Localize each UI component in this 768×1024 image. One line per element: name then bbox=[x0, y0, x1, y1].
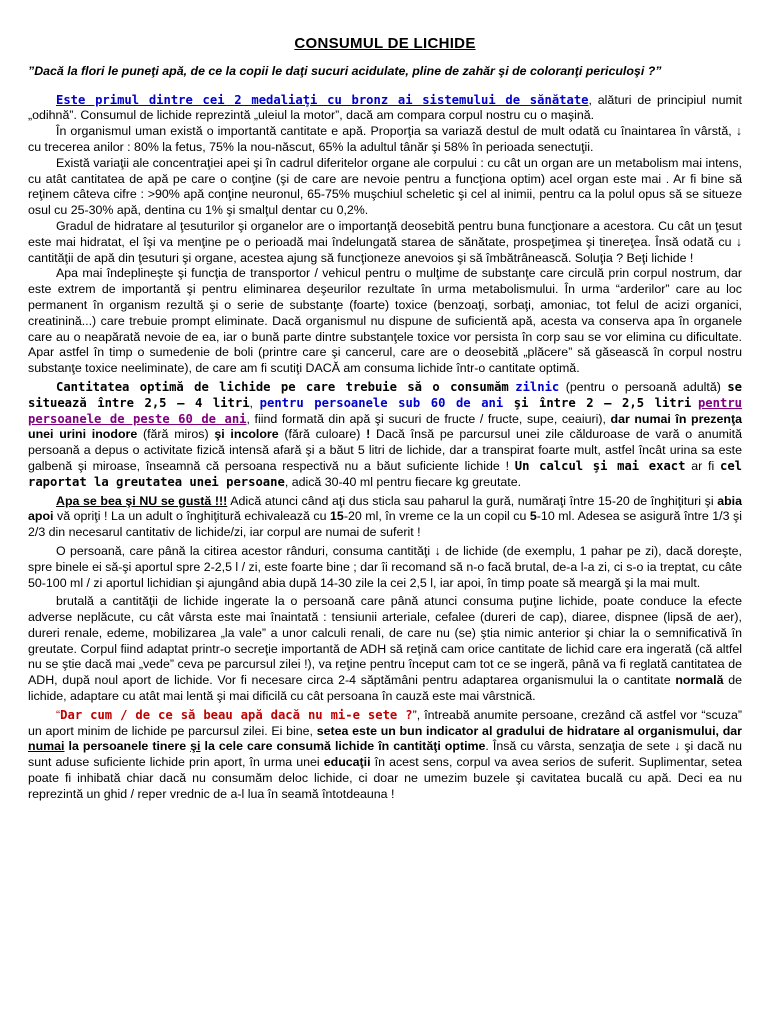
daily-keyword: zilnic bbox=[515, 379, 560, 394]
per-kg-note: , adică 30-40 ml pentru fiecare kg greutate. bbox=[284, 474, 522, 489]
and-keyword: şi bbox=[190, 739, 201, 754]
paragraph-3: Există variaţii ale concentraţiei apei şi în cadrul diferitelor organe ale corpului : cu cât un organ are un metabolism mai intens, cu atât cantitatea de apă pe care o conţine (şi de care are nevoie pentru a funcţiona optim) acel organ este mai . Ar fi bine să reţinem câteva cifre : >90% apă conţine neuronul, 65-75% muşchiul scheletic şi cel al inimii, pentru ca la polul opus să se situeze osul cu 25-30% apă, dentina cu 1% şi smalţul dentar cu 0,2%. bbox=[28, 155, 742, 218]
paragraph-6 bbox=[28, 380, 742, 491]
over-60-label: pentru persoanele de peste 60 de ani bbox=[28, 395, 742, 426]
exclamation: ! bbox=[366, 427, 371, 442]
page-title: CONSUMUL DE LICHIDE bbox=[294, 35, 476, 52]
under-60-label: pentru persoanele sub 60 de ani bbox=[259, 395, 504, 410]
range-2-5-4-litres: se situează între 2,5 – 4 litri bbox=[28, 379, 742, 410]
comma: , bbox=[249, 395, 260, 410]
education-keyword: educaţii bbox=[323, 755, 371, 770]
open-quote: “ bbox=[56, 707, 61, 722]
paragraph-7 bbox=[28, 494, 742, 541]
age-thirst-text: . Însă cu vârsta, senzaţia de sete ↓ şi dacă nu sunt aduse suficiente lichide prin aport, în urma unei bbox=[28, 739, 742, 770]
optimal-consumers: la cele care consumă lichide în cantităţi optime bbox=[200, 739, 486, 754]
bronze-medal-lead: Este primul dintre cei 2 medaliaţi cu bronz ai sistemului de sănătate bbox=[56, 92, 589, 107]
adult-gulp-ml: 15 bbox=[330, 509, 344, 524]
paragraph-5: Apa mai îndeplineşte şi funcţia de transportor / vehicul pentru o mulţime de substanţe care circulă prin corpul nostrum, dar este extrem de importantă şi pentru eliminarea deşeurilor rezultate în urma metabolismului. În urma “arderilor” care au loc permanent în organism rezultă şi o serie de substanţe (foarte) toxice (benzoaţi, sorbaţi, amoniac, tot felul de acizi organici, creatinină...) care trebuie prompt eliminate. Dacă organismul nu dispune de suficientă apă, acesta va conserva apa în organele care au o neapărată nevoie de ea, iar o bună parte dintre substanţele toxice vor persista în corp sau se vor elimina cu dificultate. Apar astfel în timp o sumedenie de boli (printre care şi cancerul, care are o deosebită „plăcere” să găsească în corpul nostru substanţe toxice neeliminate), de care am fi scutiţi DACĂ am consuma lichide într-o cantitate optimă. bbox=[28, 266, 742, 376]
colorless-note: (fără culoare) bbox=[278, 427, 367, 442]
would-be: ar fi bbox=[685, 458, 720, 473]
summer-example: Dacă însă pe parcursul unei zile călduroase de vară o anumită persoană a depus o activitate fizică intensă afară şi a băut 5 litri de lichide, dar a transpirat foarte mult, astfel încât urina sa este galbenă şi miroase, înseamnă că persoana respectivă nu a băut suficiente lichide ! bbox=[28, 427, 742, 473]
paragraph-9-text: brutală a cantităţii de lichide ingerate la o persoană care până atunci consuma puţine lichide, poate conduce la efecte adverse neplăcute, cu cât vârsta este mai înaintată : tensiunii arteriale, cefalee (dureri de cap), diaree, dispnee (lipsă de aer), dureri renale, edeme, mobilizarea „la vale” a unor calculi renali, de care nu (se) ştia nimic anterior şi chiar la o semnificativă în greutate. Corpul fiind adaptat printr-o secreţie importantă de ADH să reţină cam orice cantitate de lichid care era ingerată (că altfel nu se ştie dacă mai „vede” ceva pe parcursul zilei !), va reţine pentru început cam tot ce se ingeră, până va fi reglată cantitatea de ADH, după noul aport de lichide. Vor fi necesare circa 2-4 săptămâni pentru adaptarea organismului la o cantitate bbox=[28, 594, 742, 688]
paragraph-4: Gradul de hidratare al ţesuturilor şi organelor are o importanţă deosebită pentru buna funcţionare a acestora. Cu cât un ţesut este mai hidratat, el îşi va menţine pe o perioadă mai îndelungată starea de sănătate, prospeţimea şi tinereţea. Însă odată cu ↓ cantităţii de apă din ţesuturi şi organe, acestea ajung să funcţioneze anevoios şi să îmbătrânească. Soluţia ? Beţi lichide ! bbox=[28, 218, 742, 265]
composition-note: , fiind formată din apă şi sucuri de fructe / fructe, supe, ceaiuri), bbox=[246, 411, 611, 426]
normal-keyword: normală bbox=[675, 673, 724, 688]
only-then: abia apoi bbox=[28, 493, 742, 524]
gulps-text: Adică atunci când aţi dus sticla sau paharul la gură, număraţi între 15-20 de înghiţituri şi bbox=[227, 493, 718, 508]
odorless-note: (fără miros) bbox=[137, 427, 215, 442]
drink-not-taste-heading: Apa se bea şi NU se gustă !!! bbox=[56, 493, 228, 508]
paragraph-7-end: -10 ml. Adesea se asigură între 1/3 şi 2/3 din necesarul cantitativ de lichide/zi, iar corpul are numai de suferit ! bbox=[28, 509, 742, 540]
paragraph-9 bbox=[28, 594, 742, 705]
child-gulp-ml: 5 bbox=[529, 509, 537, 524]
paragraph-9-end: de lichide, adaptare cu atât mai lentă şi mai dificilă cu cât persoana în cauză este mai vârstnică. bbox=[28, 673, 742, 704]
thirst-indicator: setea este un bun indicator al gradului de hidratare al organismului, dar bbox=[316, 723, 742, 738]
colorless-condition: şi incolore bbox=[214, 427, 279, 442]
only-keyword: numai bbox=[28, 739, 65, 754]
paragraph-1 bbox=[28, 93, 742, 125]
exact-calc-label: Un calcul şi mai exact bbox=[514, 458, 686, 473]
paragraph-2: În organismul uman există o importantă cantitate e apă. Proporţia sa variază destul de mult odată cu înaintarea în vârstă, ↓ cu trecerea anilor : 80% la fetus, 75% la nou-născut, 65% la adultul tânăr şi 58% în perioada senectuţii. bbox=[28, 124, 742, 154]
thirst-question: Dar cum / de ce să beau apă dacă nu mi-e sete ? bbox=[60, 707, 413, 722]
paragraph-8: O persoană, care până la citirea acestor rânduri, consuma cantităţi ↓ de lichide (de exemplu, 1 pahar pe zi), dacă doreşte, spre binele ei să-şi aportul spre 2-2,5 l / zi, este foarte bine ; dar îi recomand să n-o facă brutal, de-a l-a zi, ci s-o ia treptat, cu câte 50-100 ml / zi aportul lichidian şi ajungând abia după 14-30 zile la cei 2,5 l, iar apoi, în timp poate să meargă şi la mai mult. bbox=[28, 543, 742, 590]
weight-based-label: cel raportat la greutatea unei persoane bbox=[28, 458, 742, 489]
range-2-2-5-litres: şi între 2 – 2,5 litri bbox=[503, 395, 692, 410]
paragraph-1-text: , alături de principiul numit „odihnă”. Consumul de lichide reprezintă „uleiul la motor”, dacă am compara corpul nostru cu o maşină. bbox=[28, 92, 742, 123]
intro-quote: ”Dacă la flori le puneţi apă, de ce la copii le daţi sucuri acidulate, pline de zahăr şi de coloranţi periculoşi ?” bbox=[28, 63, 662, 78]
optimal-quantity-heading: Cantitatea optimă de lichide pe care trebuie să o consumăm bbox=[56, 379, 509, 394]
paragraph-10-end: în acest sens, corpul va avea serios de suferit. Suplimentar, setea poate fi inhibată chiar dacă nu consumăm deloc lichide, ci doar ne umezim buzele şi cavitatea bucală cu apă. Deci ea nu reprezintă un ghid / reper vrednic de a-l lua în seamă întotdeauna ! bbox=[28, 755, 742, 801]
child-gulp-text: -20 ml, în vreme ce la un copil cu bbox=[343, 509, 530, 524]
paragraph-10 bbox=[28, 708, 742, 803]
thirst-intro: ”, întreabă anumite persoane, crezând că astfel vor “scuza” un aport minim de lichide pe parcursul zilei. Ei bine, bbox=[28, 707, 742, 738]
adult-gulp-text: vă opriţi ! La un adult o înghiţitură echivalează cu bbox=[53, 509, 331, 524]
young-people: la persoanele tinere bbox=[64, 739, 191, 754]
adult-note: (pentru o persoană adultă) bbox=[559, 379, 728, 394]
odorless-urine-condition: dar numai în prezenţa unei urini inodore bbox=[28, 411, 742, 442]
